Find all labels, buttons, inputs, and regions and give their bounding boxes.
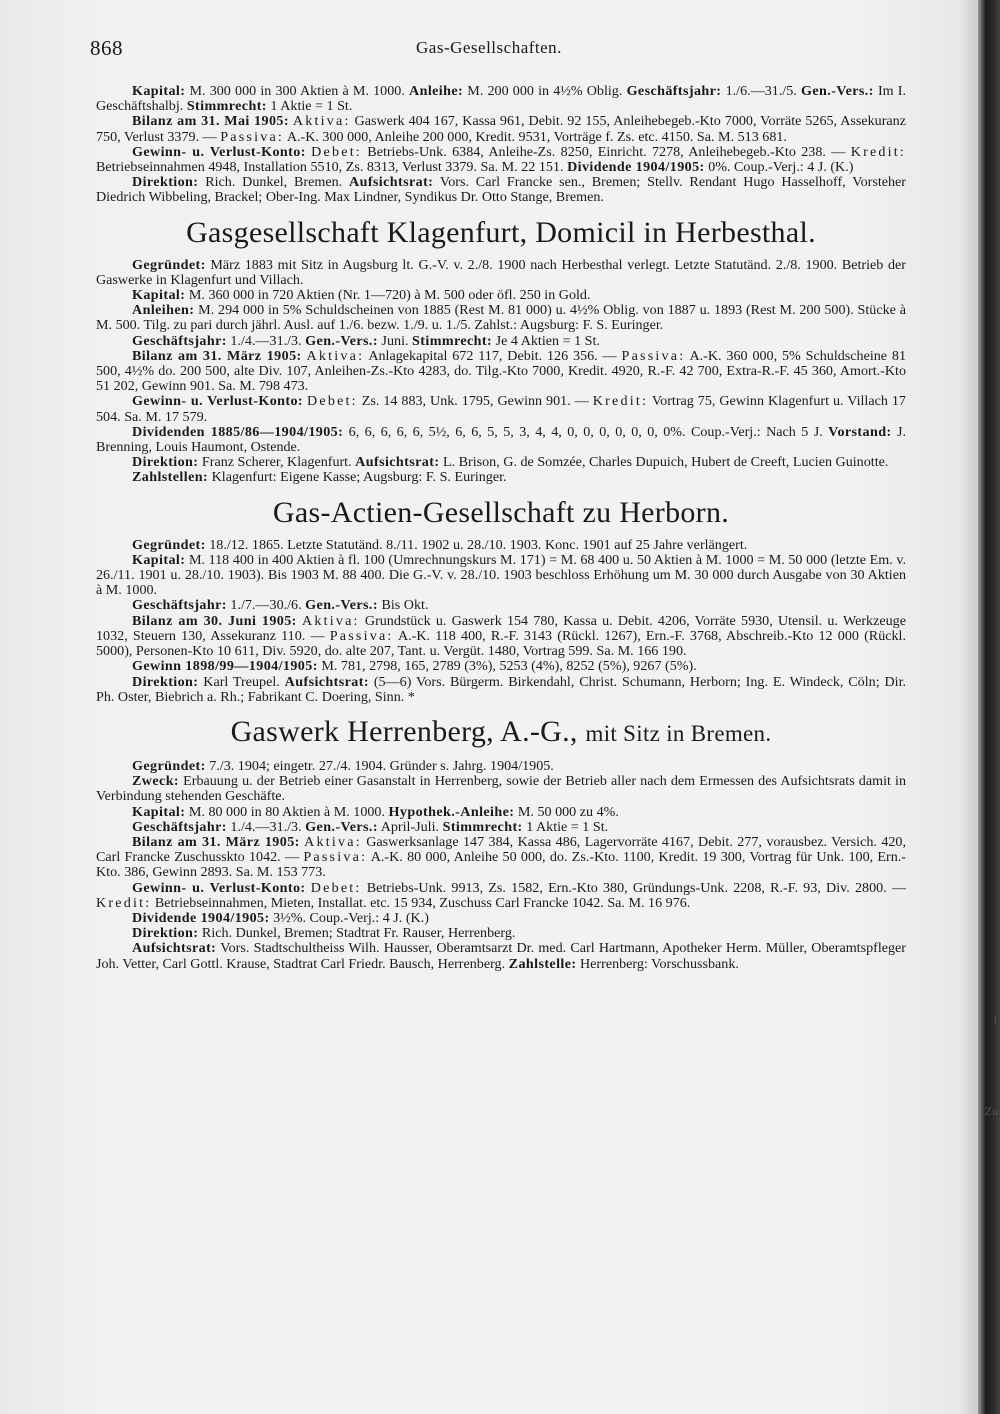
gewinn-paragraph: Gewinn 1898/99—1904/1905: M. 781, 2798, 165, 2789 (3%), 5253 (4%), 8252 (5%), 9267 (5%). — [132, 658, 697, 675]
bilanz-paragraph: Bilanz am 31. März 1905: Aktiva: Anlagekapital 672 117, Debit. 126 356. — Passiva: A.-K. 360 000, 5% Schuldscheine 81 500, 4½% do. 200 500, alte Div. 107, Anleihen-Zs.-Kto 4283, do. Tilg.-Kto 7000, Kredit. 4920, R.-F. 42 700, Extra-R.-F. 45 360, Amort.-Kto 51 202, Gewinn 901. Sa. M. 798 473. — [96, 347, 907, 395]
dividende-paragraph: Dividende 1904/1905: 3½%. Coup.-Verj.: 4 J. (K.) — [132, 909, 429, 926]
kapital-paragraph: Kapital: M. 80 000 in 80 Aktien à M. 1000. Hypothek.-Anleihe: M. 50 000 zu 4%. — [132, 803, 619, 820]
margin-mark: ( — [994, 1012, 998, 1026]
guv-paragraph: Gewinn- u. Verlust-Konto: Debet: Betriebs-Unk. 6384, Anleihe-Zs. 8250, Einricht. 7278, Anleihebegeb.-Kto 238. — Kredit: Betriebseinnahmen 4948, Installation 5510, Zs. 8313, Verlust 3379. Sa. M. 22 151. Dividende 1904/1905: 0%. Coup.-Verj.: 4 J. (K.) — [96, 143, 907, 176]
entry-continued — [96, 84, 906, 206]
section-title-herborn: Gas-Actien-Gesellschaft zu Herborn. — [272, 495, 730, 529]
guv-paragraph: Gewinn- u. Verlust-Konto: Debet: Zs. 14 883, Unk. 1795, Gewinn 901. — Kredit: Vortrag 75, Gewinn Klagenfurt u. Villach 17 504. Sa. M. 17 579. — [96, 393, 906, 425]
page-header — [90, 36, 930, 62]
zweck-paragraph: Zweck: Erbauung u. der Betrieb einer Gasanstalt in Herrenberg, sowie der Betrieb aller nach dem Ermessen des Aufsichtsrats damit in Verbindung stehenden Geschäfte. — [96, 773, 906, 805]
bilanz-paragraph: Bilanz am 31. Mai 1905: Aktiva: Gaswerk 404 167, Kassa 961, Debit. 92 155, Anleihebegeb.-Kto 7000, Vorräte 5265, Assekuranz 750, Verlust 3379. — Passiva: A.-K. 300 000, Anleihe 200 000, Kredit. 9531, Vorträge f. Zs. etc. 4150. Sa. M. 513 681. — [96, 113, 906, 145]
gegruendet-paragraph: Gegründet: 18./12. 1865. Letzte Statutänd. 8./11. 1902 u. 28./10. 1903. Konc. 1901 auf 25 Jahre verlängert. — [132, 536, 748, 553]
gegruendet-paragraph: Gegründet: März 1883 mit Sitz in Augsburg lt. G.-V. v. 2./8. 1900 nach Herbesthal verlegt. Letzte Statutänd. 2./8. 1900. Betrieb der Gaswerke in Klagenfurt und Villach. — [96, 256, 906, 288]
kapital-paragraph: Kapital: M. 360 000 in 720 Aktien (Nr. 1—720) à M. 500 oder öfl. 250 in Gold. — [132, 287, 591, 304]
aufsichtsrat-paragraph: Aufsichtsrat: Vors. Stadtschultheiss Wilh. Hausser, Oberamtsarzt Dr. med. Carl Hartmann, Apotheker Herm. Müller, Oberamtspfleger Joh. Vetter, Carl Gottl. Krause, Stadtrat Carl Friedr. Bausch, Herrenberg. Zahlstelle: Herrenberg: Vorschussbank. — [96, 940, 906, 972]
kapital-paragraph: Kapital: M. 118 400 in 400 Aktien à fl. 100 (Umrechnungskurs M. 171) = M. 68 400 u. 50 Aktien à M. 1000 = M. 50 000 (letzte Em. v. 26./11. 1901 u. 28./10. 1903). Bis 1903 M. 88 400. Die G.-V. v. 28./10. 1903 beschloss Erhöhung um M. 30 000 durch Ausgabe von 30 Aktien à M. 1000. — [96, 551, 906, 599]
direktion-paragraph: Direktion: Rich. Dunkel, Bremen. Aufsichtsrat: Vors. Carl Francke sen., Bremen; Stellv. Rendant Hugo Hasselhoff, Vorsteher Diedrich Wibbeling, Brackel; Ober-Ing. Max Lindner, Syndikus Dr. Otto Stange, Bremen. — [96, 174, 906, 206]
section-title-klagenfurt: Gasgesellschaft Klagenfurt, Domicil in Herbesthal. — [186, 215, 816, 249]
entry-herborn — [96, 538, 906, 705]
binding-gutter-shade — [960, 0, 978, 1414]
direktion-paragraph: Direktion: Franz Scherer, Klagenfurt. Aufsichtsrat: L. Brison, G. de Somzée, Charles Dupuich, Hubert de Creeft, Lucien Guinotte. — [132, 454, 889, 471]
page-number: 868 — [90, 36, 123, 60]
section-title-main: Gaswerk Herrenberg, A.-G., — [230, 714, 578, 748]
entry-herrenberg — [96, 759, 906, 972]
margin-mark: Zu — [984, 1104, 998, 1118]
gegruendet-paragraph: Gegründet: 7./3. 1904; eingetr. 27./4. 1904. Gründer s. Jahrg. 1904/1905. — [132, 757, 554, 774]
guv-paragraph: Gewinn- u. Verlust-Konto: Debet: Betriebs-Unk. 9913, Zs. 1582, Ern.-Kto 380, Gründungs-Unk. 2208, R.-F. 93, Div. 2800. — Kredit: Betriebseinnahmen, Mieten, Installat. etc. 15 934, Zuschuss Carl Francke 1042. Sa. M. 16 976. — [96, 879, 906, 911]
entry-klagenfurt — [96, 258, 906, 486]
section-title-rest: mit Sitz in Bremen. — [585, 720, 772, 746]
dividenden-paragraph: Dividenden 1885/86—1904/1905: 6, 6, 6, 6, 6, 5½, 6, 6, 5, 5, 3, 4, 4, 0, 0, 0, 0, 0, 0, 0%. Coup.-Verj.: Nach 5 J. Vorstand: J. Brenning, Louis Haumont, Ostende. — [96, 423, 906, 456]
section-title-herrenberg — [96, 715, 906, 751]
anleihen-paragraph: Anleihen: M. 294 000 in 5% Schuldscheinen von 1885 (Rest M. 81 000) u. 4½% Oblig. von 1887 u. 1893 (Rest M. 200 500). Stücke à M. 500. Tilg. zu pari durch jährl. Ausl. auf 1./6. bezw. 1./9. u. 1./5. Zahlst.: Augsburg: F. S. Euringer. — [96, 302, 906, 334]
geschaeftsjahr-paragraph: Geschäftsjahr: 1./4.—31./3. Gen.-Vers.: April-Juli. Stimmrecht: 1 Aktie = 1 St. — [132, 818, 609, 835]
page-content — [96, 84, 906, 976]
geschaeftsjahr-paragraph: Geschäftsjahr: 1./7.—30./6. Gen.-Vers.: Bis Okt. — [132, 597, 429, 614]
binding-shadow — [978, 0, 1000, 1414]
running-title: Gas-Gesellschaften. — [416, 38, 562, 57]
kapital-paragraph: Kapital: M. 300 000 in 300 Aktien à M. 1000. Anleihe: M. 200 000 in 4½% Oblig. Geschäftsjahr: 1./6.—31./5. Gen.-Vers.: Im I. Geschäftshalbj. Stimmrecht: 1 Aktie = 1 St. — [96, 83, 907, 115]
bilanz-paragraph: Bilanz am 30. Juni 1905: Aktiva: Grundstück u. Gaswerk 154 780, Kassa u. Debit. 4206, Vorräte 5930, Utensil. u. Werkzeuge 1032, Steuern 130, Assekuranz 110. — Passiva: A.-K. 118 400, R.-F. 3143 (Rückl. 1267), Ern.-F. 3768, Abschreib.-Kto 12 000 (Rückl. 5000), Personen-Kto 10 611, Div. 5920, do. alte 207, Tant. u. Vergüt. 1480, Vortrag 599. Sa. M. 166 190. — [96, 612, 906, 660]
direktion-paragraph: Direktion: Rich. Dunkel, Bremen; Stadtrat Fr. Rauser, Herrenberg. — [132, 925, 516, 942]
direktion-paragraph: Direktion: Karl Treupel. Aufsichtsrat: (5—6) Vors. Bürgerm. Birkendahl, Christ. Schumann, Herborn; Ing. E. Windeck, Cöln; Dir. Ph. Oster, Biebrich a. Rh.; Fabrikant C. Doering, Sinn. * — [96, 673, 907, 705]
zahlstellen-paragraph: Zahlstellen: Klagenfurt: Eigene Kasse; Augsburg: F. S. Euringer. — [132, 469, 507, 486]
geschaeftsjahr-paragraph: Geschäftsjahr: 1./4.—31./3. Gen.-Vers.: Juni. Stimmrecht: Je 4 Aktien = 1 St. — [132, 332, 600, 349]
bilanz-paragraph: Bilanz am 31. März 1905: Aktiva: Gaswerksanlage 147 384, Kassa 486, Lagervorräte 4167, Debit. 277, vorausbez. Versich. 420, Carl Francke Zuschusskto 1042. — Passiva: A.-K. 80 000, Anleihe 50 000, do. Zs.-Kto. 1100, Kredit. 19 300, Vortrag für Unk. 100, Ern.-Kto. 386, Gewinn 2893. Sa. M. 153 773. — [96, 833, 907, 881]
